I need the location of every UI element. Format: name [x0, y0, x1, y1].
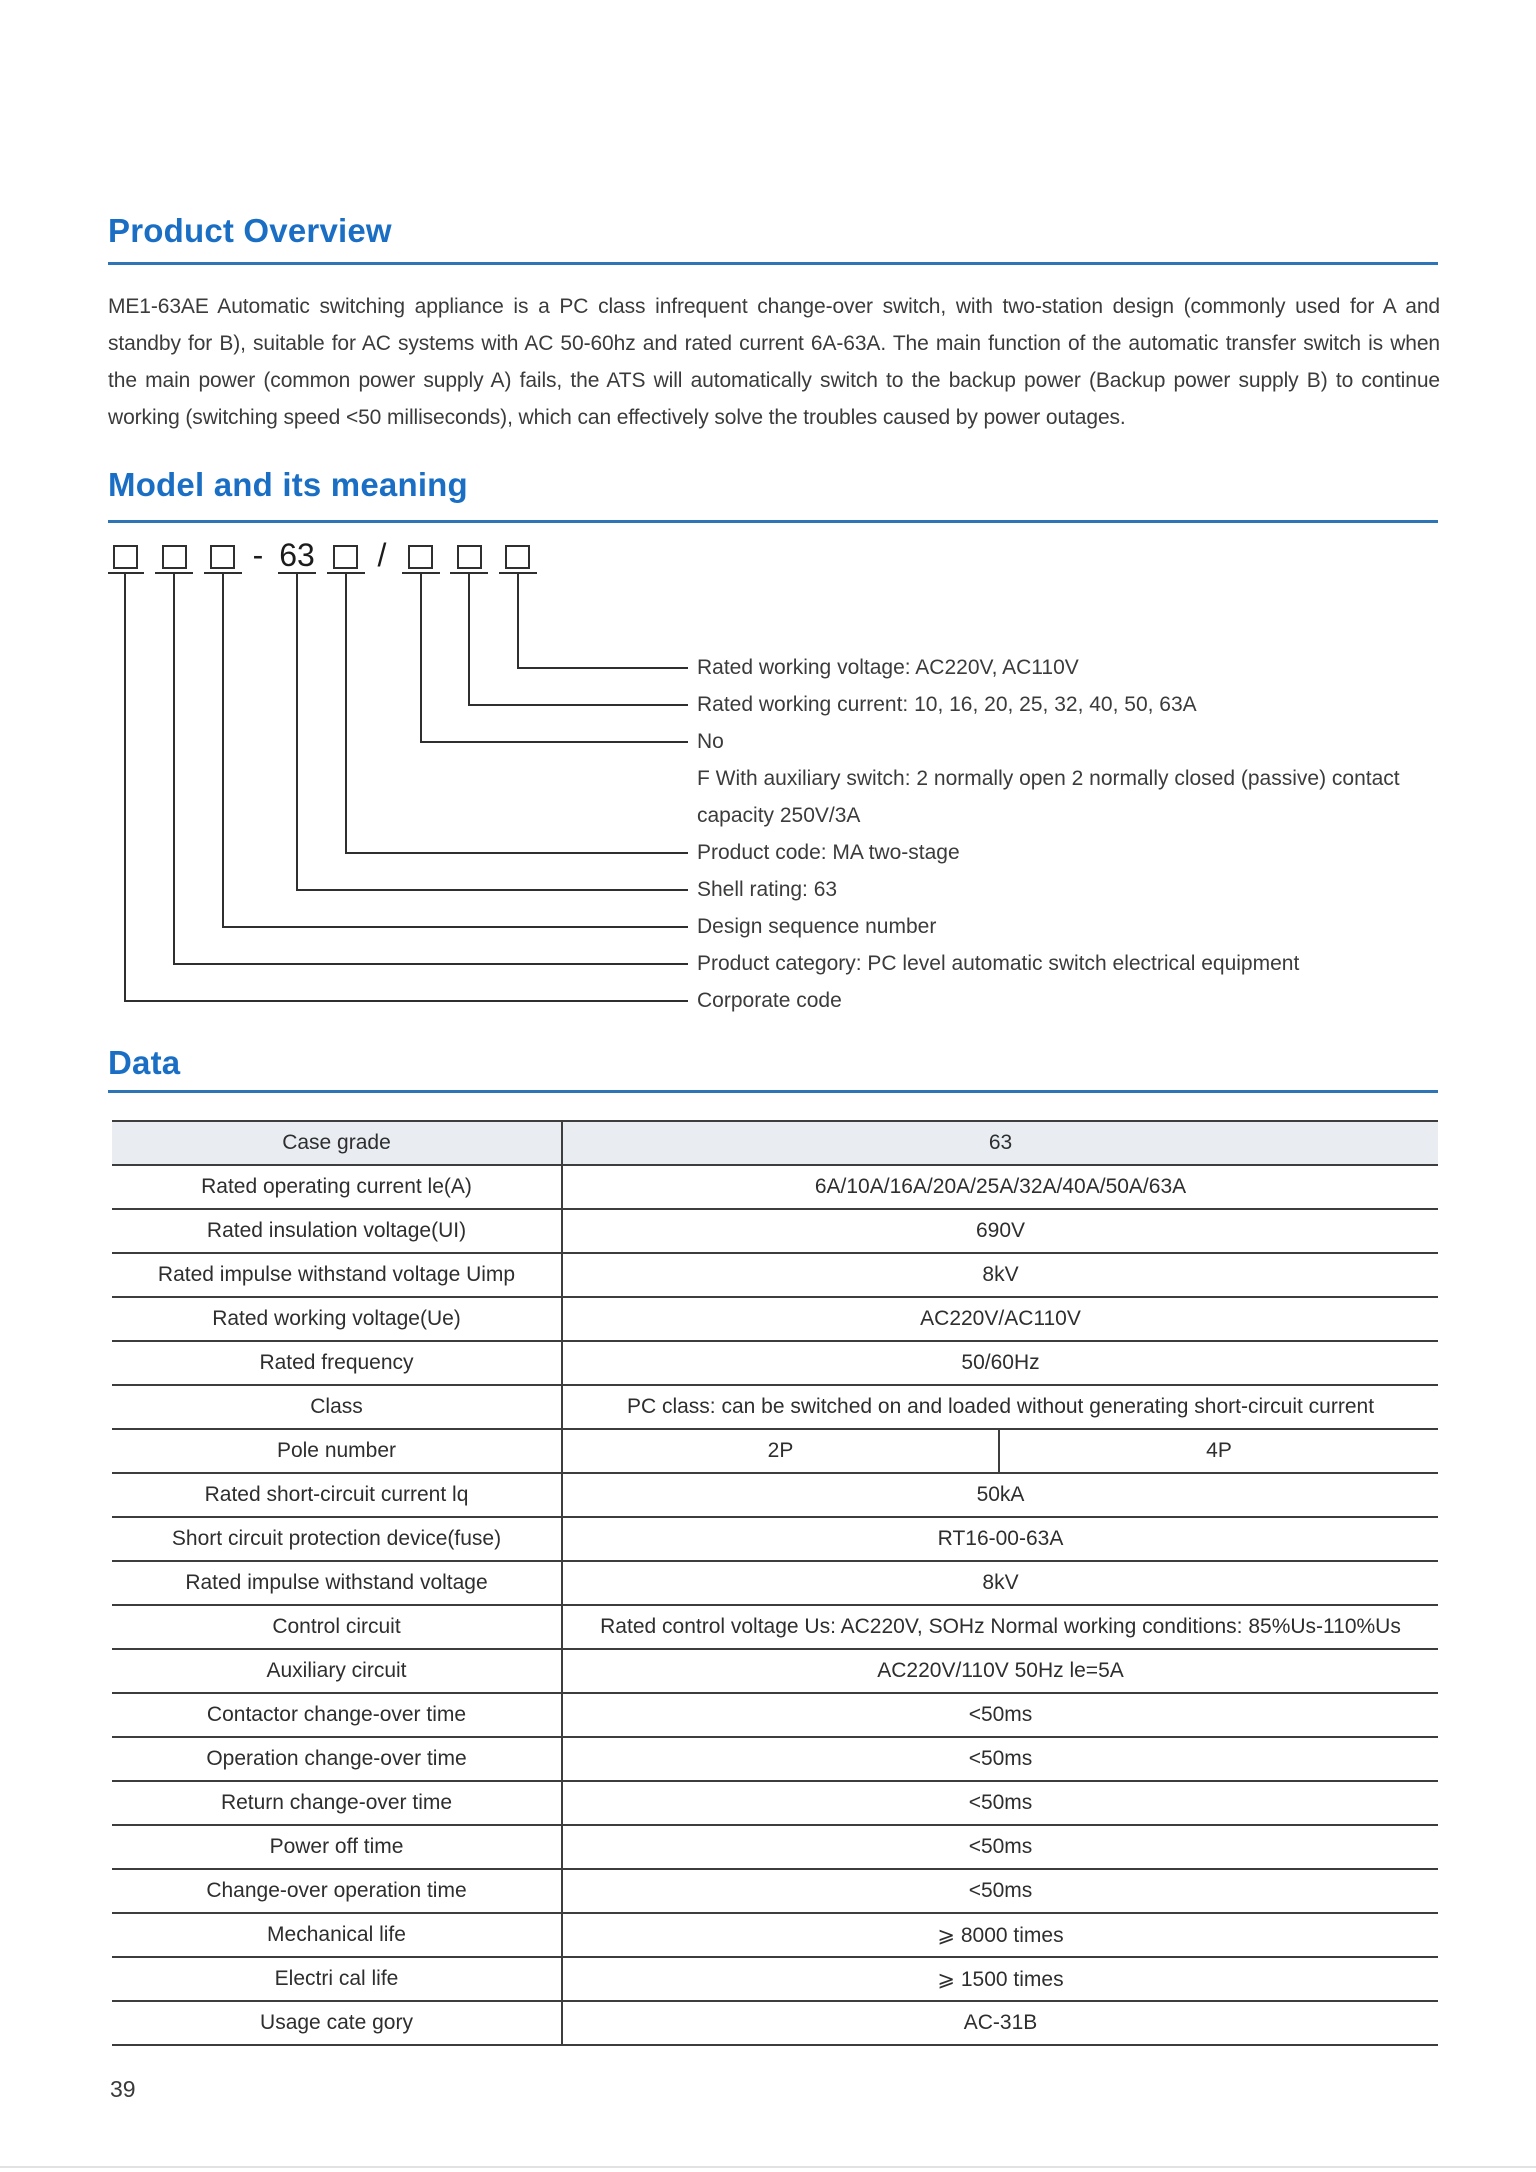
- model-label-shell-rating: Shell rating: 63: [697, 878, 838, 901]
- spec-label-cell: Short circuit protection device(fuse): [112, 1518, 563, 1560]
- table-row: [112, 1562, 1438, 1606]
- model-code-box: [210, 545, 235, 569]
- table-row: [112, 1914, 1438, 1958]
- spec-label-cell: Operation change-over time: [112, 1738, 563, 1780]
- product-overview-title: Product Overview: [108, 212, 392, 249]
- table-row: [112, 1694, 1438, 1738]
- product-overview-paragraph: ME1-63AE Automatic switching appliance is a PC class infrequent change-over switch, with two-station design (commonly used for A and standby for B), suitable for AC systems with AC 50-60hz and rated current 6A-63A. The main function of the automatic transfer switch is when the main power (common power supply A) fails, the ATS will automatically switch to the backup power (Backup power supply B) to continue working (switching speed <50 milliseconds), which can effectively solve the troubles caused by power outages.: [108, 295, 1440, 429]
- table-row: [112, 1650, 1438, 1694]
- table-row: [112, 1782, 1438, 1826]
- table-row: [112, 1166, 1438, 1210]
- spec-value-cell: RT16-00-63A: [937, 1527, 1064, 1550]
- spec-value-cell: 690V: [975, 1219, 1026, 1242]
- spec-value-cell: AC220V/110V 50Hz le=5A: [877, 1659, 1124, 1682]
- model-label-aux-capacity: capacity 250V/3A: [697, 804, 861, 827]
- table-row: [112, 1342, 1438, 1386]
- spec-value-cell: 8kV: [982, 1571, 1019, 1594]
- table-row: [112, 1958, 1438, 2002]
- page-number: 39: [110, 2076, 136, 2102]
- title-rule: [108, 1090, 1438, 1093]
- table-row: [112, 1826, 1438, 1870]
- model-label-corporate-code: Corporate code: [697, 989, 842, 1012]
- title-rule: [108, 262, 1438, 265]
- table-row: [112, 1870, 1438, 1914]
- model-code-box: [505, 545, 530, 569]
- spec-value-cell: AC220V/AC110V: [920, 1307, 1081, 1330]
- spec-value-cell-2p: 2P: [563, 1430, 1000, 1472]
- model-code-shell-rating: 63: [279, 537, 315, 573]
- spec-label-cell: Rated impulse withstand voltage: [112, 1562, 563, 1604]
- spec-value-cell: 50/60Hz: [961, 1351, 1040, 1374]
- model-code-diagram: [108, 538, 1448, 1018]
- spec-label-cell: Power off time: [112, 1826, 563, 1868]
- spec-label-cell: Control circuit: [112, 1606, 563, 1648]
- spec-label-cell: Rated short-circuit current lq: [112, 1474, 563, 1516]
- table-row: [112, 1738, 1438, 1782]
- spec-value-cell: <50ms: [968, 1879, 1033, 1902]
- spec-value-cell: <50ms: [968, 1835, 1033, 1858]
- table-row: [112, 1254, 1438, 1298]
- table-row: [112, 1122, 1438, 1166]
- title-rule: [108, 520, 1438, 523]
- spec-table: [112, 1120, 1438, 2046]
- model-code-slash: /: [377, 537, 387, 573]
- spec-label-cell: Return change-over time: [112, 1782, 563, 1824]
- spec-value-cell: 8kV: [982, 1263, 1019, 1286]
- model-label-aux-switch: F With auxiliary switch: 2 normally open 2 normally closed (passive) contact: [697, 767, 1400, 790]
- spec-label-cell: Pole number: [112, 1430, 563, 1472]
- table-row-pole-number: [112, 1430, 1438, 1474]
- spec-label-cell: Rated working voltage(Ue): [112, 1298, 563, 1340]
- spec-label-cell: Electri cal life: [112, 1958, 563, 2000]
- spec-value-cell: ⩾ 1500 times: [937, 1967, 1064, 1991]
- table-row: [112, 1606, 1438, 1650]
- spec-label-cell: Contactor change-over time: [112, 1694, 563, 1736]
- model-code-box: [333, 545, 358, 569]
- table-row: [112, 1298, 1438, 1342]
- page-bottom-rule: [0, 2166, 1536, 2168]
- model-label-no: No: [697, 730, 724, 753]
- model-code-box: [162, 545, 187, 569]
- spec-value-cell: PC class: can be switched on and loaded without generating short-circuit current: [626, 1395, 1375, 1418]
- spec-value-cell: <50ms: [968, 1747, 1033, 1770]
- spec-value-cell: 63: [988, 1131, 1013, 1154]
- table-row: [112, 1474, 1438, 1518]
- model-code-dash: -: [252, 537, 264, 573]
- model-label-product-code: Product code: MA two-stage: [697, 841, 960, 864]
- model-code-box: [113, 545, 138, 569]
- spec-label-cell: Rated operating current le(A): [112, 1166, 563, 1208]
- spec-label-cell: Mechanical life: [112, 1914, 563, 1956]
- table-row: [112, 1386, 1438, 1430]
- spec-label-cell: Auxiliary circuit: [112, 1650, 563, 1692]
- spec-label-cell: Rated insulation voltage(UI): [112, 1210, 563, 1252]
- model-meaning-title: Model and its meaning: [108, 466, 468, 503]
- spec-value-cell: 50kA: [976, 1483, 1025, 1506]
- spec-value-cell: AC-31B: [963, 2011, 1038, 2034]
- spec-label-cell: Rated impulse withstand voltage Uimp: [112, 1254, 563, 1296]
- spec-label-cell: Rated frequency: [112, 1342, 563, 1384]
- model-label-rated-current: Rated working current: 10, 16, 20, 25, 32, 40, 50, 63A: [697, 693, 1197, 716]
- model-label-design-sequence: Design sequence number: [697, 915, 937, 938]
- spec-value-cell: ⩾ 8000 times: [937, 1923, 1064, 1947]
- spec-value-cell-4p: 4P: [1206, 1439, 1232, 1462]
- table-row: [112, 2002, 1438, 2046]
- spec-label-cell: Case grade: [112, 1122, 563, 1164]
- spec-value-cell: 6A/10A/16A/20A/25A/32A/40A/50A/63A: [814, 1175, 1187, 1198]
- model-code-box: [408, 545, 433, 569]
- spec-value-cell: <50ms: [968, 1703, 1033, 1726]
- data-title: Data: [108, 1044, 181, 1081]
- spec-value-cell: <50ms: [968, 1791, 1033, 1814]
- model-label-product-category: Product category: PC level automatic switch electrical equipment: [697, 952, 1300, 975]
- table-row: [112, 1518, 1438, 1562]
- spec-value-cell: Rated control voltage Us: AC220V, SOHz Normal working conditions: 85%Us-110%Us: [600, 1615, 1401, 1638]
- model-label-rated-voltage: Rated working voltage: AC220V, AC110V: [697, 656, 1079, 679]
- model-code-box: [457, 545, 482, 569]
- table-row: [112, 1210, 1438, 1254]
- spec-label-cell: Change-over operation time: [112, 1870, 563, 1912]
- spec-label-cell: Class: [112, 1386, 563, 1428]
- spec-label-cell: Usage cate gory: [112, 2002, 563, 2044]
